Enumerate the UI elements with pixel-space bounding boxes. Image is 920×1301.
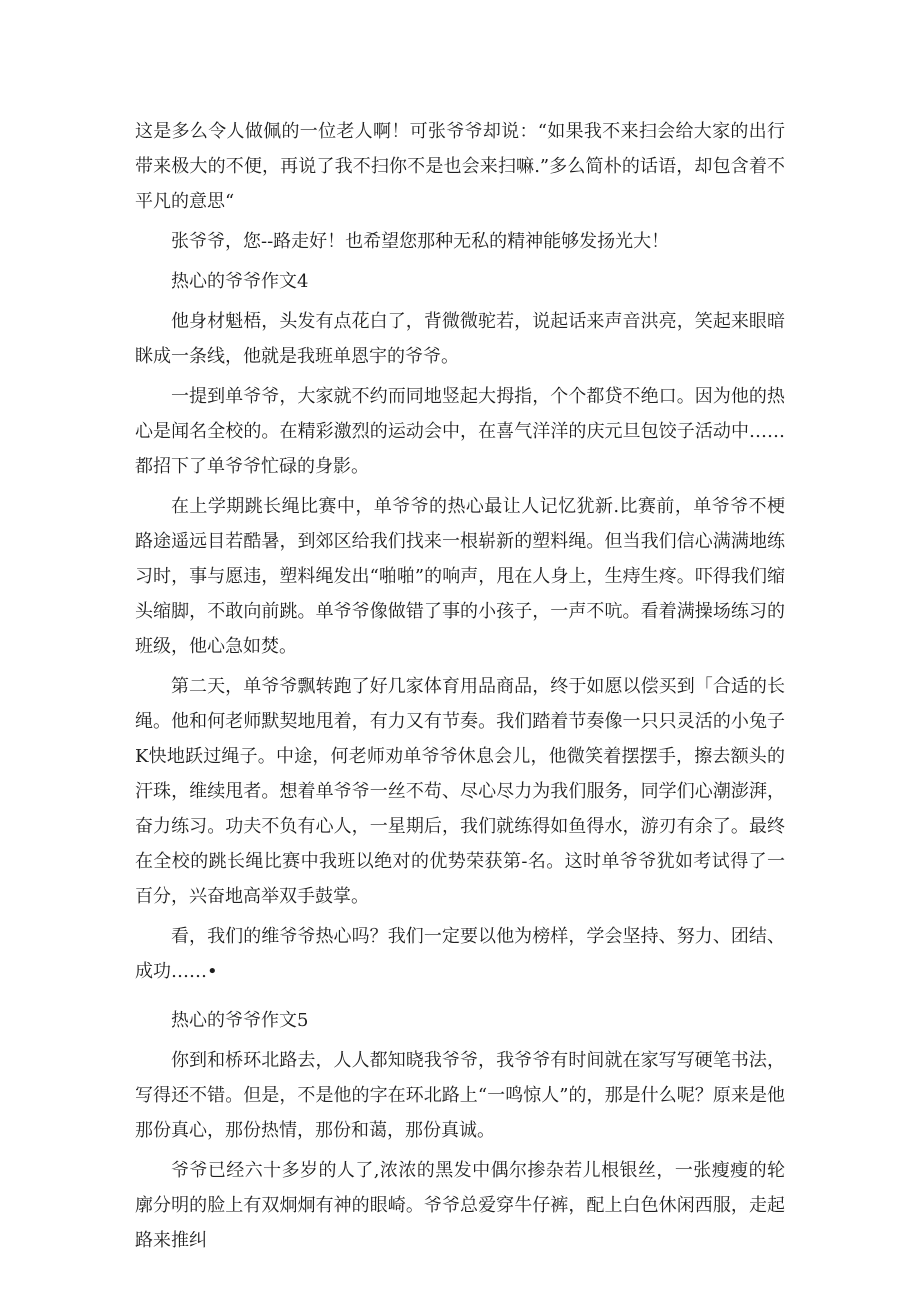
paragraph: 爷爷已经六十多岁的人了,浓浓的黑发中偶尔掺杂若儿根银丝，一张瘦瘦的轮廓分明的脸上有双炯炯有神的眼崎。爷爷总爱穿牛仔裤，配上白色休闲西服，走起路来推纠 [135, 1160, 785, 1251]
document-body [135, 114, 785, 1263]
paragraph: 这是多么令人做佩的一位老人啊！可张爷爷却说：“如果我不来扫会给大家的出行带来极大的不便，再说了我不扫你不是也会来扫嘛.”多么简朴的话语，却包含着不平凡的意思“ [135, 121, 785, 212]
paragraph: 在上学期跳长绳比赛中，单爷爷的热心最让人记忆犹新.比赛前，单爷爷不梗路途遥远目若酷暑，到郊区给我们找来一根崭新的塑料绳。但当我们信心满满地练习时，事与愿违，塑料绳发出“啪啪”的响声，甩在人身上，生痔生疼。吓得我们缩头缩脚，不敢向前跳。单爷爷像做错了事的小孩子，一声不吭。看着满操场练习的班级，他心急如焚。 [135, 496, 785, 657]
essay-heading-5: 热心的爷爷作文5 [171, 1010, 309, 1031]
paragraph: 他身材魁梧，头发有点花白了，背微微驼若，说起话来声音洪亮，笑起来眼暗眯成一条线，他就是我班单恩宇的爷爷。 [135, 311, 785, 367]
paragraph: 看，我们的维爷爷热心吗？我们一定要以他为榜样，学会坚持、努力、团结、成功……• [135, 926, 785, 982]
paragraph: 一提到单爷爷，大家就不约而同地竖起大拇指，个个都贷不绝口。因为他的热心是闻名全校的。在精彩激烈的运动会中，在喜气洋洋的庆元旦包饺子活动中……都招下了单爷爷忙碌的身影。 [135, 386, 785, 477]
paragraph: 张爷爷，您--路走好！也希望您那种无私的精神能够发扬光大！ [171, 231, 670, 252]
essay-heading-4: 热心的爷爷作文4 [171, 271, 309, 292]
paragraph: 你到和桥环北路去，人人都知晓我爷爷，我爷爷有时间就在家写写硬笔书法，写得还不错。但是，不是他的字在环北路上“一鸣惊人”的，那是什么呢？原来是他那份真心，那份热情，那份和蔼，那份真诚。 [135, 1050, 785, 1141]
paragraph: 第二天，单爷爷飘转跑了好几家体育用品商品，终于如愿以偿买到「合适的长绳。他和何老师默契地甩着，有力又有节奏。我们踏着节奏像一只只灵活的小兔子K快地跃过绳子。中途，何老师劝单爷爷休息会儿，他微笑着摆摆手，擦去额头的汗珠，维续甩者。想着单爷爷一丝不苟、尽心尽力为我们服务，同学们心潮澎湃，奋力练习。功夫不负有心人，一星期后，我们就练得如鱼得水，游刃有余了。最终在全校的跳长绳比赛中我班以绝对的优势荣获第-名。这时单爷爷犹如考试得了一百分，兴奋地高举双手鼓掌。 [135, 676, 785, 907]
